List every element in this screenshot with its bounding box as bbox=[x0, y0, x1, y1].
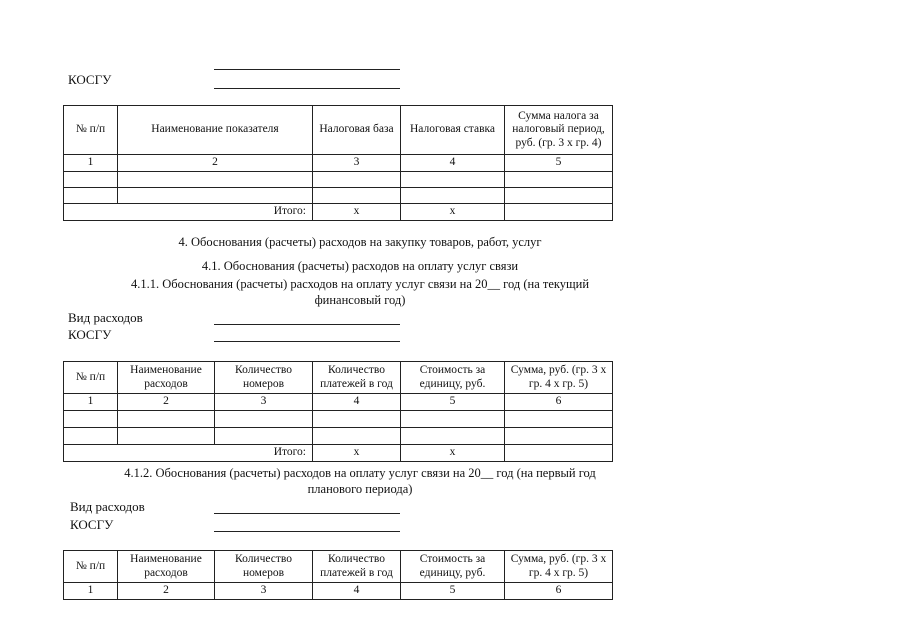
empty-cell bbox=[505, 428, 613, 445]
expense-type-label-2: Вид расходов bbox=[70, 499, 145, 514]
empty-cell bbox=[64, 188, 118, 204]
total-cell: х bbox=[313, 204, 401, 221]
column-number-cell: 6 bbox=[505, 394, 613, 411]
empty-cell bbox=[401, 172, 505, 188]
empty-cell bbox=[505, 188, 613, 204]
column-number-cell: 2 bbox=[118, 583, 215, 600]
table-row bbox=[64, 172, 613, 188]
section-4-1-2-title-line1: 4.1.2. Обоснования (расчеты) расходов на оплату услуг связи на 20__ год (на первый год bbox=[124, 466, 596, 480]
section-4-1-1-title-line2: финансовый год) bbox=[314, 293, 406, 307]
top-field-line-1 bbox=[214, 69, 400, 70]
column-number-cell: 5 bbox=[401, 394, 505, 411]
empty-cell bbox=[64, 428, 118, 445]
header-cell: Количество платежей в год bbox=[313, 551, 401, 583]
header-cell: Наименование расходов bbox=[118, 362, 215, 394]
column-number-cell: 4 bbox=[313, 583, 401, 600]
column-number-cell: 1 bbox=[64, 394, 118, 411]
table-row bbox=[64, 428, 613, 445]
header-cell: № п/п bbox=[64, 106, 118, 155]
empty-cell bbox=[118, 428, 215, 445]
communication-table-current bbox=[63, 361, 613, 462]
header-cell: Количество номеров bbox=[215, 362, 313, 394]
empty-cell bbox=[401, 411, 505, 428]
total-cell: х bbox=[401, 204, 505, 221]
header-cell: Наименование показателя bbox=[118, 106, 313, 155]
section-4-1-title: 4.1. Обоснования (расчеты) расходов на оплату услуг связи bbox=[201, 259, 519, 273]
total-cell: х bbox=[401, 445, 505, 462]
column-number-cell: 2 bbox=[118, 155, 313, 172]
empty-cell bbox=[313, 428, 401, 445]
total-label: Итого: bbox=[64, 204, 313, 221]
column-number-cell: 4 bbox=[401, 155, 505, 172]
empty-cell bbox=[505, 411, 613, 428]
column-number-cell: 3 bbox=[215, 394, 313, 411]
kosgu-label-top: КОСГУ bbox=[68, 72, 112, 87]
kosgu-line-2 bbox=[214, 531, 400, 532]
kosgu-label-2: КОСГУ bbox=[70, 517, 114, 532]
section-4-1-2-title-line2: планового периода) bbox=[307, 482, 413, 496]
empty-cell bbox=[118, 188, 313, 204]
empty-cell bbox=[64, 411, 118, 428]
column-number-cell: 2 bbox=[118, 394, 215, 411]
empty-cell bbox=[118, 172, 313, 188]
header-cell: Количество номеров bbox=[215, 551, 313, 583]
kosgu-line bbox=[214, 341, 400, 342]
total-cell bbox=[505, 204, 613, 221]
header-cell: Наименование расходов bbox=[118, 551, 215, 583]
column-number-cell: 1 bbox=[64, 583, 118, 600]
table-row bbox=[64, 188, 613, 204]
empty-cell bbox=[401, 188, 505, 204]
column-number-cell: 5 bbox=[401, 583, 505, 600]
expense-type-label: Вид расходов bbox=[68, 310, 143, 325]
column-number-cell: 4 bbox=[313, 394, 401, 411]
communication-table-plan bbox=[63, 550, 613, 600]
empty-cell bbox=[313, 188, 401, 204]
empty-cell bbox=[215, 411, 313, 428]
column-number-cell: 5 bbox=[505, 155, 613, 172]
total-cell bbox=[505, 445, 613, 462]
empty-cell bbox=[313, 172, 401, 188]
header-cell: № п/п bbox=[64, 362, 118, 394]
top-kosgu-line bbox=[214, 88, 400, 89]
column-number-cell: 1 bbox=[64, 155, 118, 172]
total-label: Итого: bbox=[64, 445, 313, 462]
empty-cell bbox=[215, 428, 313, 445]
empty-cell bbox=[118, 411, 215, 428]
total-cell: х bbox=[313, 445, 401, 462]
column-number-cell: 3 bbox=[313, 155, 401, 172]
header-cell: Сумма налога за налоговый период, руб. (гр. 3 х гр. 4) bbox=[505, 106, 613, 155]
column-number-cell: 6 bbox=[505, 583, 613, 600]
tax-table bbox=[63, 105, 613, 221]
empty-cell bbox=[64, 172, 118, 188]
table-row bbox=[64, 411, 613, 428]
section-4-title: 4. Обоснования (расчеты) расходов на закупку товаров, работ, услуг bbox=[178, 235, 542, 249]
header-cell: Количество платежей в год bbox=[313, 362, 401, 394]
header-cell: Сумма, руб. (гр. 3 х гр. 4 х гр. 5) bbox=[505, 551, 613, 583]
header-cell: Стоимость за единицу, руб. bbox=[401, 362, 505, 394]
section-4-1-1-title-line1: 4.1.1. Обоснования (расчеты) расходов на оплату услуг связи на 20__ год (на текущий bbox=[130, 277, 590, 291]
header-cell: Сумма, руб. (гр. 3 х гр. 4 х гр. 5) bbox=[505, 362, 613, 394]
empty-cell bbox=[505, 172, 613, 188]
header-cell: № п/п bbox=[64, 551, 118, 583]
empty-cell bbox=[401, 428, 505, 445]
expense-type-line bbox=[214, 324, 400, 325]
header-cell: Налоговая ставка bbox=[401, 106, 505, 155]
header-cell: Стоимость за единицу, руб. bbox=[401, 551, 505, 583]
column-number-cell: 3 bbox=[215, 583, 313, 600]
kosgu-label: КОСГУ bbox=[68, 327, 112, 342]
header-cell: Налоговая база bbox=[313, 106, 401, 155]
expense-type-line-2 bbox=[214, 513, 400, 514]
empty-cell bbox=[313, 411, 401, 428]
